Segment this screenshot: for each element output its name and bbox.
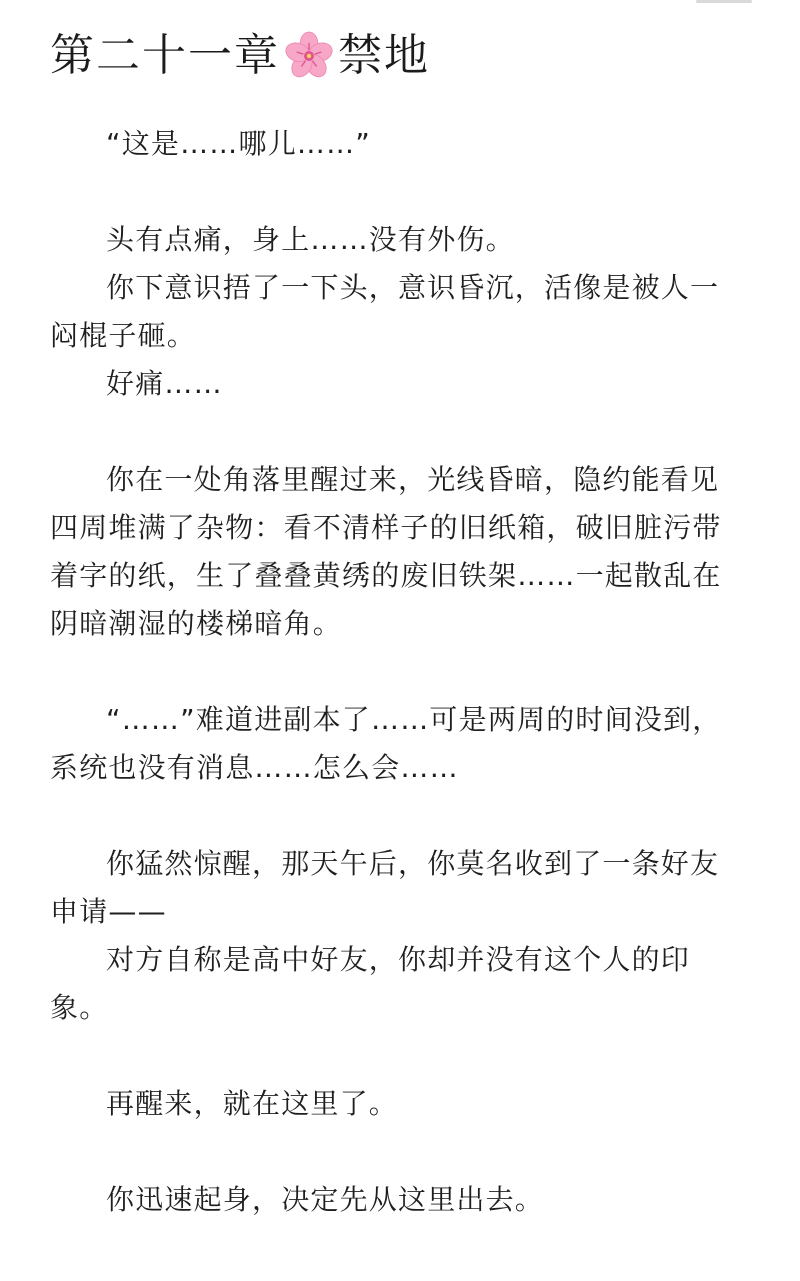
paragraph-gap <box>50 1032 725 1080</box>
paragraph-gap <box>50 648 725 696</box>
chapter-title <box>50 26 430 86</box>
paragraph: 你在一处角落里醒过来，光线昏暗，隐约能看见四周堆满了杂物：看不清样子的旧纸箱，破旧脏污带着字的纸，生了叠叠黄绣的废旧铁架……一起散乱在阴暗潮湿的楼梯暗角。 <box>50 463 722 640</box>
paragraph-gap <box>50 1128 725 1176</box>
chapter-body <box>50 120 725 1224</box>
paragraph: 你下意识捂了一下头，意识昏沉，活像是被人一闷棍子砸。 <box>50 271 720 352</box>
top-scroll-indicator <box>696 0 752 3</box>
paragraph: 对方自称是高中好友，你却并没有这个人的印象。 <box>50 943 691 1024</box>
paragraph: 好痛…… <box>106 367 223 400</box>
cherry-blossom-icon <box>282 29 336 83</box>
paragraph: 再醒来，就在这里了。 <box>106 1087 399 1120</box>
chapter-title-suffix: 禁地 <box>338 30 430 81</box>
paragraph-gap <box>50 792 725 840</box>
paragraph: 你迅速起身，决定先从这里出去。 <box>106 1183 545 1216</box>
paragraph-gap <box>50 168 725 216</box>
paragraph: 头有点痛，身上……没有外伤。 <box>106 223 515 256</box>
paragraph: “这是……哪儿……” <box>106 127 372 160</box>
paragraph: 你猛然惊醒，那天午后，你莫名收到了一条好友申请—— <box>50 847 720 928</box>
paragraph: “……”难道进副本了……可是两周的时间没到，系统也没有消息……怎么会…… <box>50 703 722 784</box>
chapter-title-prefix: 第二十一章 <box>50 30 280 81</box>
paragraph-gap <box>50 408 725 456</box>
